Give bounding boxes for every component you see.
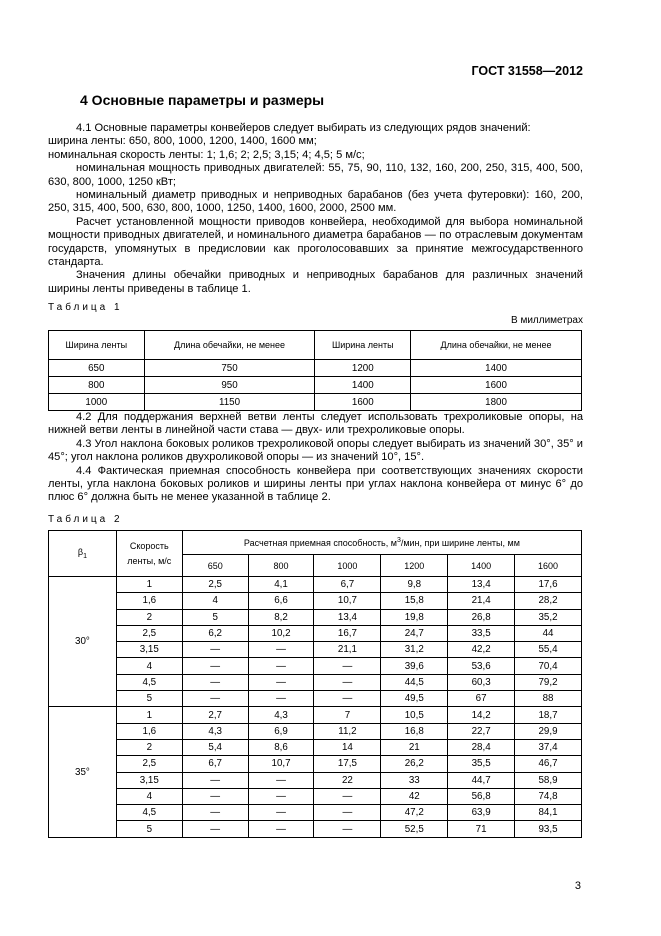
width-header: 1200 [381, 555, 448, 577]
width-header: 1400 [448, 555, 515, 577]
table-cell: 1200 [315, 360, 411, 377]
capacity-cell: 6,9 [248, 723, 314, 739]
speed-cell: 1,6 [116, 723, 182, 739]
paragraph: номинальная мощность приводных двигателей: 55, 75, 90, 110, 132, 160, 200, 250, 315, 400, 500, 630, 800, 1000, 1250 кВт; [48, 162, 583, 188]
capacity-cell: — [182, 821, 248, 837]
paragraph: 4.2 Для поддержания верхней ветви ленты следует использовать трехроликовые опоры, на нижней ветви ленты в линейной части става — двух- или трехроликовые опоры. [48, 411, 583, 437]
capacity-cell: 5,4 [182, 739, 248, 755]
speed-cell: 1 [116, 707, 182, 723]
capacity-cell: 5 [182, 609, 248, 625]
capacity-cell: 93,5 [515, 821, 582, 837]
table1-caption: Таблица 1 [48, 302, 123, 313]
capacity-cell: 10,5 [381, 707, 448, 723]
section-body [48, 122, 583, 296]
capacity-cell: 4,3 [182, 723, 248, 739]
paragraph: номинальная скорость ленты: 1; 1,6; 2; 2,5; 3,15; 4; 4,5; 5 м/с; [48, 148, 365, 161]
table-row [49, 609, 582, 625]
speed-cell: 4 [116, 788, 182, 804]
capacity-cell: — [314, 805, 381, 821]
capacity-cell: 26,8 [448, 609, 515, 625]
width-header: 800 [248, 555, 314, 577]
table-row [49, 394, 582, 411]
paragraph: 4.4 Фактическая приемная способность конвейера при соответствующих значениях скорости ленты, угла наклона боковых роликов и ширины ленты при углах наклона конвейера от минус 6° до плюс 6° должна быть не менее указанной в таблице 2. [48, 464, 583, 504]
capacity-cell: — [248, 788, 314, 804]
capacity-cell: 63,9 [448, 805, 515, 821]
speed-cell: 4 [116, 658, 182, 674]
angle-cell: 35° [49, 707, 117, 837]
table2-caption: Таблица 2 [48, 514, 123, 525]
capacity-cell: 6,7 [314, 577, 381, 593]
table-cell: 1600 [411, 377, 582, 394]
capacity-cell: — [248, 805, 314, 821]
capacity-cell: 79,2 [515, 674, 582, 690]
paragraph: ширина ленты: 650, 800, 1000, 1200, 1400, 1600 мм; [48, 135, 317, 148]
paragraph: номинальный диаметр приводных и неприводных барабанов (без учета футеровки): 160, 200, 250, 315, 400, 500, 630, 800, 1000, 1250, 1400, 1600, 2000, 2500 мм. [48, 189, 583, 215]
capacity-cell: 42,2 [448, 642, 515, 658]
capacity-cell: 24,7 [381, 625, 448, 641]
capacity-cell: 26,2 [381, 756, 448, 772]
table-row [49, 625, 582, 641]
capacity-cell: 84,1 [515, 805, 582, 821]
capacity-cell: 2,5 [182, 577, 248, 593]
capacity-cell: — [248, 674, 314, 690]
table-row [49, 739, 582, 755]
capacity-cell: 17,5 [314, 756, 381, 772]
capacity-cell: 13,4 [314, 609, 381, 625]
capacity-cell: 8,6 [248, 739, 314, 755]
table-row [49, 593, 582, 609]
speed-cell: 1,6 [116, 593, 182, 609]
table-cell: 1400 [411, 360, 582, 377]
table-row [49, 674, 582, 690]
table2 [48, 530, 582, 838]
capacity-cell: 31,2 [381, 642, 448, 658]
capacity-cell: 22 [314, 772, 381, 788]
capacity-cell: 17,6 [515, 577, 582, 593]
table-row [49, 658, 582, 674]
paragraph: 4.1 Основные параметры конвейеров следует выбирать из следующих рядов значений: [76, 122, 531, 134]
capacity-cell: — [182, 772, 248, 788]
page-number: 3 [574, 880, 581, 892]
table-cell: 800 [49, 377, 145, 394]
capacity-cell: — [182, 805, 248, 821]
capacity-cell: — [248, 658, 314, 674]
capacity-cell: 71 [448, 821, 515, 837]
angle-cell: 30° [49, 577, 117, 707]
capacity-cell: — [314, 788, 381, 804]
speed-cell: 2 [116, 739, 182, 755]
capacity-cell: 14 [314, 739, 381, 755]
capacity-cell: 16,8 [381, 723, 448, 739]
capacity-cell: — [248, 821, 314, 837]
capacity-cell: 22,7 [448, 723, 515, 739]
capacity-cell: 8,2 [248, 609, 314, 625]
speed-cell: 2,5 [116, 756, 182, 772]
speed-cell: 2,5 [116, 625, 182, 641]
capacity-cell: 21,1 [314, 642, 381, 658]
capacity-cell: 6,6 [248, 593, 314, 609]
capacity-cell: — [182, 642, 248, 658]
capacity-cell: 10,7 [248, 756, 314, 772]
capacity-cell: 74,8 [515, 788, 582, 804]
capacity-cell: — [314, 674, 381, 690]
table-cell: 750 [144, 360, 315, 377]
capacity-cell: — [248, 691, 314, 707]
table-cell: 1800 [411, 394, 582, 411]
table-cell: 1150 [144, 394, 315, 411]
capacity-cell: 33 [381, 772, 448, 788]
table-header: Длина обечайки, не менее [411, 331, 582, 360]
table-cell: 1000 [49, 394, 145, 411]
paragraph: Значения длины обечайки приводных и неприводных барабанов для различных значений ширины ленты приведены в таблице 1. [48, 269, 583, 295]
capacity-cell: 28,2 [515, 593, 582, 609]
table-row [49, 788, 582, 804]
width-header: 650 [182, 555, 248, 577]
capacity-cell: 15,8 [381, 593, 448, 609]
capacity-cell: 28,4 [448, 739, 515, 755]
capacity-cell: — [248, 642, 314, 658]
capacity-cell: 33,5 [448, 625, 515, 641]
width-header: 1000 [314, 555, 381, 577]
capacity-cell: 9,8 [381, 577, 448, 593]
table-header: Длина обечайки, не менее [144, 331, 315, 360]
capacity-cell: 4 [182, 593, 248, 609]
capacity-cell: 13,4 [448, 577, 515, 593]
capacity-cell: 35,2 [515, 609, 582, 625]
table-row [49, 377, 582, 394]
table-header: Ширина ленты [315, 331, 411, 360]
speed-cell: 5 [116, 821, 182, 837]
capacity-cell: 49,5 [381, 691, 448, 707]
capacity-cell: 14,2 [448, 707, 515, 723]
subsection-body [48, 411, 583, 505]
capacity-cell: 67 [448, 691, 515, 707]
capacity-cell: 6,2 [182, 625, 248, 641]
speed-header: Скорость ленты, м/с [116, 531, 182, 577]
table-cell: 950 [144, 377, 315, 394]
capacity-cell: 37,4 [515, 739, 582, 755]
table-cell: 650 [49, 360, 145, 377]
capacity-cell: — [314, 691, 381, 707]
capacity-cell: 2,7 [182, 707, 248, 723]
speed-cell: 5 [116, 691, 182, 707]
capacity-cell: 88 [515, 691, 582, 707]
width-header: 1600 [515, 555, 582, 577]
speed-cell: 4,5 [116, 674, 182, 690]
capacity-cell: 16,7 [314, 625, 381, 641]
speed-cell: 4,5 [116, 805, 182, 821]
table-row [49, 723, 582, 739]
table-header: Ширина ленты [49, 331, 145, 360]
section-title: 4 Основные параметры и размеры [80, 92, 325, 108]
capacity-cell: 35,5 [448, 756, 515, 772]
capacity-header: Расчетная приемная способность, $м^3$/мин, при ширине ленты, мм [182, 531, 581, 555]
speed-cell: 3,15 [116, 772, 182, 788]
speed-cell: 2 [116, 609, 182, 625]
table1 [48, 330, 582, 411]
capacity-cell: 56,8 [448, 788, 515, 804]
capacity-cell: 4,1 [248, 577, 314, 593]
capacity-cell: 42 [381, 788, 448, 804]
capacity-cell: — [182, 691, 248, 707]
capacity-cell: 10,7 [314, 593, 381, 609]
capacity-cell: 10,2 [248, 625, 314, 641]
table1-units: В миллиметрах [511, 315, 583, 326]
capacity-cell: — [182, 658, 248, 674]
capacity-cell: 60,3 [448, 674, 515, 690]
capacity-cell: 29,9 [515, 723, 582, 739]
capacity-cell: 44,5 [381, 674, 448, 690]
capacity-cell: 55,4 [515, 642, 582, 658]
capacity-cell: 44 [515, 625, 582, 641]
capacity-cell: — [248, 772, 314, 788]
capacity-cell: 19,8 [381, 609, 448, 625]
table-row [49, 642, 582, 658]
beta-header: $\beta_1$ [49, 531, 117, 577]
table-row [49, 577, 582, 593]
capacity-cell: — [182, 674, 248, 690]
capacity-cell: 21,4 [448, 593, 515, 609]
speed-cell: 3,15 [116, 642, 182, 658]
speed-cell: 1 [116, 577, 182, 593]
capacity-cell: 70,4 [515, 658, 582, 674]
capacity-cell: 39,6 [381, 658, 448, 674]
capacity-cell: 4,3 [248, 707, 314, 723]
table-row [49, 805, 582, 821]
table-row [49, 756, 582, 772]
capacity-cell: 11,2 [314, 723, 381, 739]
capacity-cell: — [314, 658, 381, 674]
capacity-cell: — [182, 788, 248, 804]
capacity-cell: 53,6 [448, 658, 515, 674]
capacity-cell: 58,9 [515, 772, 582, 788]
capacity-cell: 47,2 [381, 805, 448, 821]
document-code: ГОСТ 31558—2012 [471, 64, 583, 78]
table-row [49, 691, 582, 707]
table-row [49, 707, 582, 723]
table-row [49, 821, 582, 837]
capacity-cell: 21 [381, 739, 448, 755]
capacity-cell: 52,5 [381, 821, 448, 837]
capacity-cell: 44,7 [448, 772, 515, 788]
table-row [49, 772, 582, 788]
table-cell: 1600 [315, 394, 411, 411]
table-cell: 1400 [315, 377, 411, 394]
capacity-cell: 18,7 [515, 707, 582, 723]
table-row [49, 360, 582, 377]
capacity-cell: 46,7 [515, 756, 582, 772]
capacity-cell: 6,7 [182, 756, 248, 772]
capacity-cell: 7 [314, 707, 381, 723]
capacity-cell: — [314, 821, 381, 837]
paragraph: Расчет установленной мощности приводов конвейера, необходимой для выбора номинальной мощности приводных двигателей, и номинального диаметра барабанов — по отраслевым документам государств, упомянутых в предисловии как проголосовавших за принятие межгосударственного стандарта. [48, 215, 583, 269]
paragraph: 4.3 Угол наклона боковых роликов трехроликовой опоры следует выбирать из значений 30°, 35° и 45°; угол наклона роликов двухроликовой опоры — из значений 10°, 15°. [48, 437, 583, 464]
